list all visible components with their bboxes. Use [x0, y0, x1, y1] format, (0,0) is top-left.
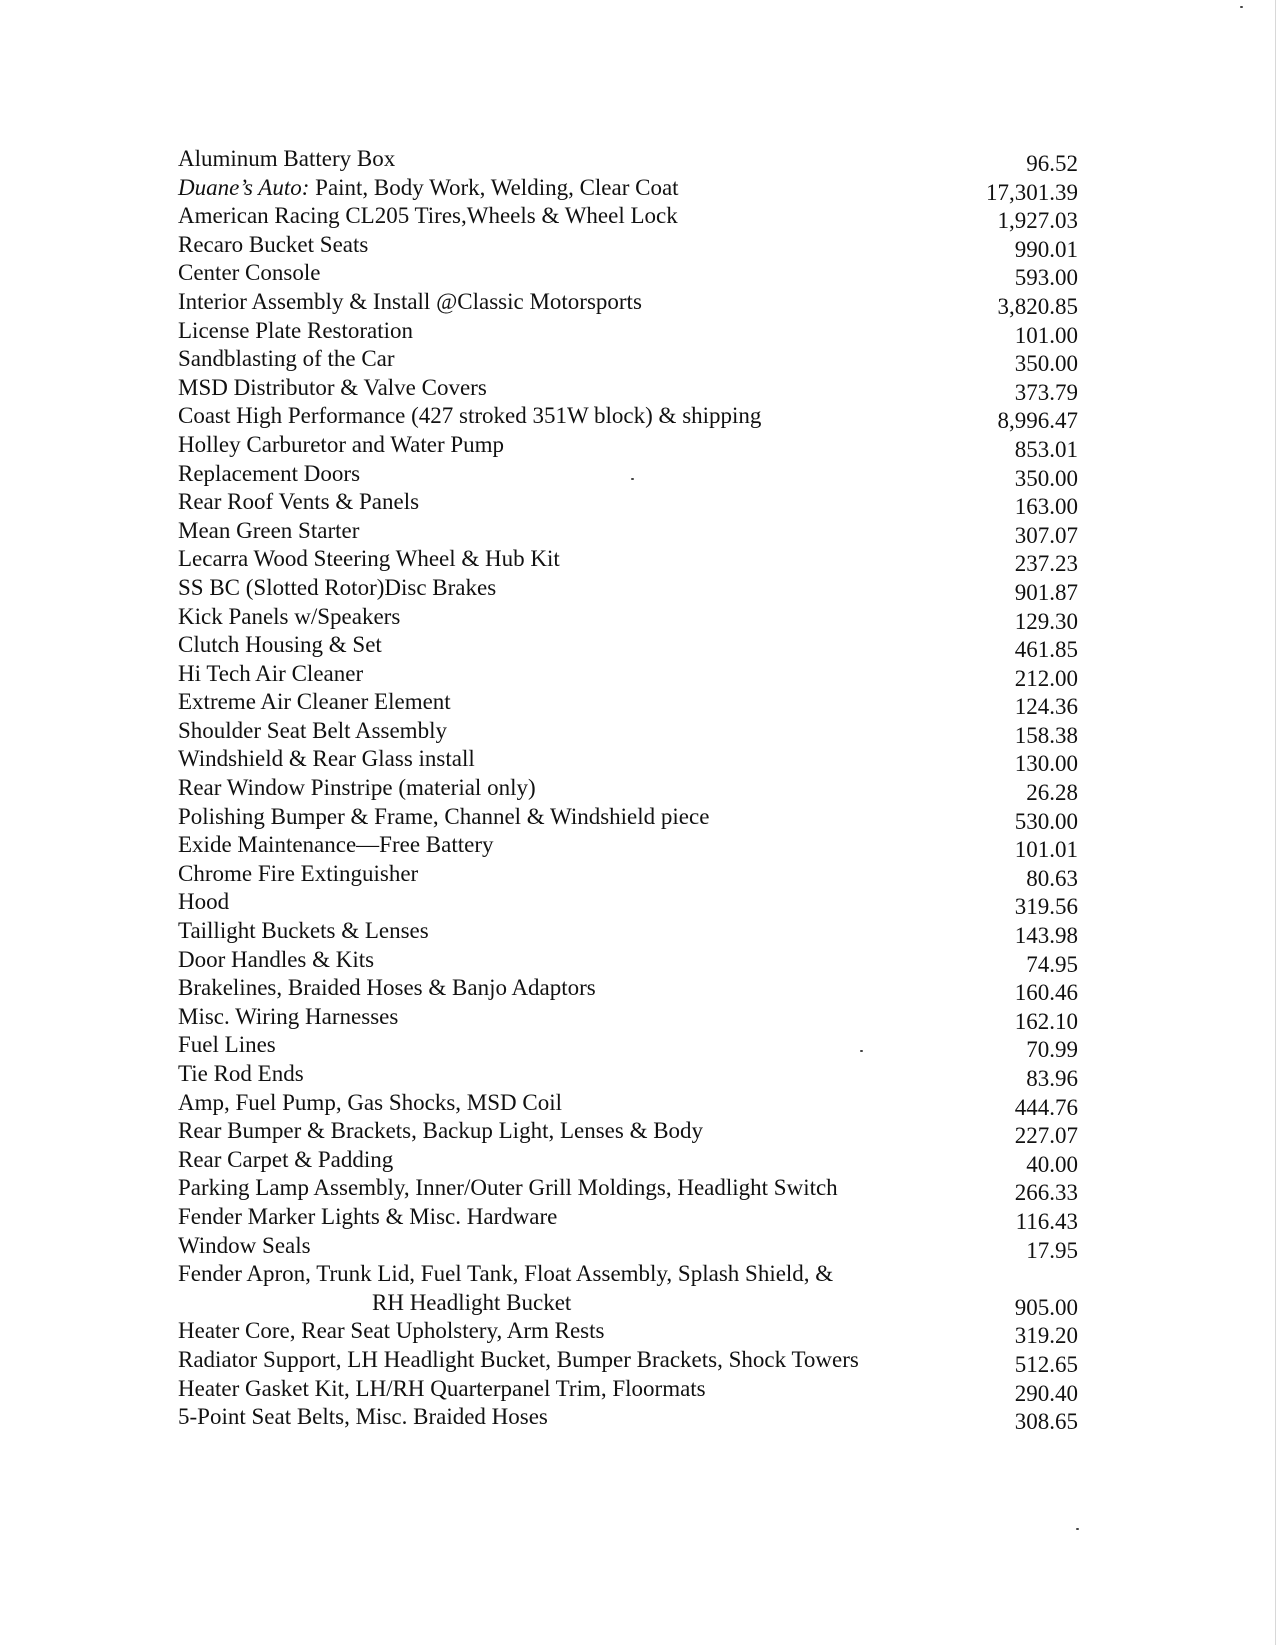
list-item: [178, 1031, 1078, 1063]
item-description: [178, 974, 596, 1002]
item-description: [178, 1003, 398, 1031]
item-description-text: Parking Lamp Assembly, Inner/Outer Grill Moldings, Headlight Switch: [178, 1175, 838, 1201]
item-description-text: Center Console: [178, 260, 321, 286]
list-item: [178, 631, 1078, 663]
item-amount: 80.63: [1026, 865, 1078, 891]
item-description: [178, 574, 496, 602]
list-item: [178, 488, 1078, 520]
list-item: [178, 917, 1078, 949]
item-amount: 1,927.03: [997, 208, 1078, 234]
item-description-text: Aluminum Battery Box: [178, 146, 396, 171]
item-description-text: Recaro Bucket Seats: [178, 231, 369, 257]
list-item: [178, 1375, 1078, 1404]
item-description: [178, 917, 429, 945]
item-amount: 160.46: [1014, 980, 1078, 1006]
scan-speck: [1076, 1528, 1079, 1530]
item-description-continuation: RH Headlight Bucket: [372, 1289, 572, 1315]
item-description-text: Exide Maintenance—Free Battery: [178, 832, 494, 858]
list-item: [178, 974, 1078, 1006]
item-amount: 70.99: [1026, 1037, 1078, 1063]
item-amount: 444.76: [1014, 1094, 1078, 1120]
list-item: [178, 545, 1078, 577]
item-description: [178, 402, 761, 430]
list-item: [178, 374, 1078, 403]
item-description-text: Paint, Body Work, Welding, Clear Coat: [309, 174, 679, 200]
item-description: [178, 1146, 393, 1174]
item-description-text: Fender Marker Lights & Misc. Hardware: [178, 1203, 558, 1229]
item-description: [178, 1089, 562, 1117]
list-item: [178, 946, 1078, 975]
item-description: [178, 431, 504, 459]
item-description: [178, 1260, 833, 1288]
item-description: [178, 860, 418, 888]
item-amount: 158.38: [1014, 722, 1078, 748]
item-description: [178, 1060, 304, 1088]
item-amount: 96.52: [1026, 151, 1078, 176]
list-item: [178, 688, 1078, 720]
list-item: [178, 1146, 1078, 1175]
list-item: [178, 803, 1078, 832]
item-description-text: Polishing Bumper & Frame, Channel & Windshield piece: [178, 803, 710, 829]
list-item: [178, 345, 1078, 377]
item-description: [178, 317, 413, 345]
item-description: [178, 745, 475, 773]
item-amount: 74.95: [1026, 951, 1078, 977]
list-item: [178, 231, 1078, 260]
item-amount: 101.00: [1014, 322, 1078, 348]
item-amount: 17.95: [1026, 1237, 1078, 1263]
item-description: [178, 1174, 838, 1202]
item-description: [178, 888, 229, 916]
item-amount: 124.36: [1014, 694, 1078, 720]
item-description-text: Window Seals: [178, 1232, 311, 1258]
item-description-text: Interior Assembly & Install @Classic Motorsports: [178, 288, 642, 314]
list-item: [178, 603, 1078, 632]
item-description: [178, 717, 447, 745]
item-description: [178, 231, 368, 259]
list-item: [178, 1232, 1078, 1261]
item-amount: 129.30: [1014, 608, 1078, 634]
item-description: [178, 1232, 311, 1260]
list-item: [178, 717, 1078, 746]
item-description: [178, 202, 678, 230]
item-description-text: Windshield & Rear Glass install: [178, 746, 475, 772]
item-description-text: Kick Panels w/Speakers: [178, 603, 401, 629]
list-item: [178, 1260, 1078, 1320]
item-description: [178, 374, 487, 402]
item-amount: 130.00: [1014, 751, 1078, 777]
item-description-text: Heater Gasket Kit, LH/RH Quarterpanel Trim, Floormats: [178, 1375, 706, 1401]
item-description-text: Fuel Lines: [178, 1032, 276, 1058]
list-item: [178, 317, 1078, 346]
list-item: [178, 774, 1078, 806]
item-description-text: Extreme Air Cleaner Element: [178, 689, 451, 715]
item-description: [178, 288, 642, 316]
item-description: [178, 1203, 557, 1231]
item-amount: 373.79: [1014, 379, 1078, 405]
item-description-text: Shoulder Seat Belt Assembly: [178, 717, 447, 743]
item-amount: 143.98: [1014, 923, 1078, 949]
vendor-name: Duane’s Auto:: [178, 174, 310, 200]
item-description-text: Rear Bumper & Brackets, Backup Light, Lenses & Body: [178, 1118, 704, 1144]
item-description-text: MSD Distributor & Valve Covers: [178, 374, 487, 400]
item-description-text: License Plate Restoration: [178, 317, 414, 343]
item-description-text: Replacement Doors: [178, 460, 361, 486]
item-description: [178, 688, 451, 716]
list-item: [178, 860, 1078, 889]
item-amount: 350.00: [1014, 351, 1078, 377]
list-item: [178, 1060, 1078, 1089]
list-item: [178, 460, 1078, 489]
item-description: [178, 631, 382, 659]
item-description: [178, 174, 679, 202]
item-description-text: 5-Point Seat Belts, Misc. Braided Hoses: [178, 1404, 548, 1430]
list-item: [178, 888, 1078, 920]
item-description: [178, 1403, 548, 1431]
item-description-text: Hood: [178, 889, 230, 915]
item-description-text: American Racing CL205 Tires,Wheels & Wheel Lock: [178, 203, 678, 229]
item-amount: 319.20: [1014, 1323, 1078, 1349]
item-description: [178, 1375, 706, 1403]
list-item: [178, 202, 1078, 234]
list-item: [178, 1174, 1078, 1206]
item-amount: 308.65: [1014, 1409, 1078, 1435]
list-item: [178, 259, 1078, 291]
list-item: [178, 574, 1078, 603]
item-amount: 319.56: [1014, 894, 1078, 920]
list-item: [178, 1403, 1078, 1435]
item-amount: 227.07: [1014, 1123, 1078, 1149]
item-description-text: Rear Roof Vents & Panels: [178, 489, 420, 515]
item-amount: 40.00: [1026, 1151, 1078, 1177]
item-amount: 990.01: [1014, 236, 1078, 262]
item-amount: 461.85: [1014, 637, 1078, 663]
scan-speck: [860, 1050, 863, 1052]
item-description: [178, 774, 536, 802]
item-amount: 237.23: [1014, 551, 1078, 577]
item-description-text: Hi Tech Air Cleaner: [178, 660, 364, 686]
item-description-text: Heater Core, Rear Seat Upholstery, Arm Rests: [178, 1318, 605, 1344]
item-amount: 853.01: [1014, 436, 1078, 462]
item-amount: 116.43: [1015, 1208, 1078, 1234]
list-item: [178, 174, 1078, 203]
item-amount: 83.96: [1026, 1066, 1078, 1091]
item-description-text: Rear Carpet & Padding: [178, 1146, 394, 1172]
list-item: [178, 1203, 1078, 1232]
item-amount: 163.00: [1014, 494, 1078, 520]
item-amount: 8,996.47: [997, 408, 1078, 434]
item-description-text: Tie Rod Ends: [178, 1061, 304, 1086]
item-description: [178, 603, 400, 631]
item-amount: 212.00: [1014, 665, 1078, 691]
item-description: [178, 460, 360, 488]
list-item: [178, 288, 1078, 317]
item-description: [178, 660, 363, 688]
item-amount: 101.01: [1014, 837, 1078, 863]
list-item: [178, 431, 1078, 460]
list-item: [178, 831, 1078, 863]
item-description: [178, 488, 419, 516]
item-description-text: Coast High Performance (427 stroked 351W block) & shipping: [178, 403, 762, 429]
list-item: [178, 517, 1078, 546]
scan-speck: [631, 478, 634, 480]
item-description: [178, 831, 494, 859]
item-description: [178, 145, 395, 173]
item-amount: 17,301.39: [986, 179, 1078, 205]
list-item: [178, 1089, 1078, 1118]
item-amount: 162.10: [1014, 1008, 1078, 1034]
item-description-text: Sandblasting of the Car: [178, 346, 395, 372]
scan-speck: [1240, 6, 1243, 8]
item-description-text: Misc. Wiring Harnesses: [178, 1003, 399, 1029]
item-amount: 512.65: [1014, 1351, 1078, 1377]
item-description-text: Taillight Buckets & Lenses: [178, 918, 429, 944]
list-item: [178, 1003, 1078, 1032]
list-item: [178, 1117, 1078, 1149]
expense-list: [178, 145, 1078, 1435]
item-description-text: Chrome Fire Extinguisher: [178, 860, 419, 886]
item-description: [178, 259, 320, 287]
list-item: [178, 145, 1078, 174]
item-description-text: Amp, Fuel Pump, Gas Shocks, MSD Coil: [178, 1089, 563, 1115]
item-description: [178, 345, 395, 373]
item-amount: 26.28: [1026, 780, 1078, 806]
list-item: [178, 1346, 1078, 1375]
item-description-text: Radiator Support, LH Headlight Bucket, Bumper Brackets, Shock Towers: [178, 1346, 859, 1372]
list-item: [178, 660, 1078, 689]
item-description-text: Fender Apron, Trunk Lid, Fuel Tank, Float Assembly, Splash Shield, &: [178, 1261, 834, 1287]
item-amount: 290.40: [1014, 1380, 1078, 1406]
item-description: [178, 1117, 703, 1145]
item-description-text: Door Handles & Kits: [178, 946, 375, 972]
item-amount: 350.00: [1014, 465, 1078, 491]
item-description-text: Mean Green Starter: [178, 517, 360, 543]
item-description: [178, 517, 359, 545]
item-description: [178, 946, 374, 974]
item-amount: 3,820.85: [997, 293, 1078, 319]
list-item: [178, 745, 1078, 777]
item-description: [178, 1346, 859, 1374]
item-amount: 266.33: [1014, 1180, 1078, 1206]
item-amount: 530.00: [1014, 808, 1078, 834]
list-item: [178, 1317, 1078, 1349]
item-description: [178, 545, 560, 573]
item-description-text: Holley Carburetor and Water Pump: [178, 431, 505, 457]
item-description-text: Brakelines, Braided Hoses & Banjo Adaptors: [178, 975, 596, 1001]
item-amount: 905.00: [1014, 1294, 1078, 1320]
item-description-text: Clutch Housing & Set: [178, 632, 382, 658]
item-description-text: Rear Window Pinstripe (material only): [178, 775, 536, 801]
item-description: [178, 1317, 604, 1345]
item-description: [178, 803, 709, 831]
item-amount: 593.00: [1014, 265, 1078, 291]
item-description-text: SS BC (Slotted Rotor)Disc Brakes: [178, 574, 497, 600]
item-description-text: Lecarra Wood Steering Wheel & Hub Kit: [178, 546, 560, 572]
list-item: [178, 402, 1078, 434]
item-amount: 307.07: [1014, 522, 1078, 548]
item-amount: 901.87: [1014, 579, 1078, 605]
item-description: [178, 1031, 276, 1059]
